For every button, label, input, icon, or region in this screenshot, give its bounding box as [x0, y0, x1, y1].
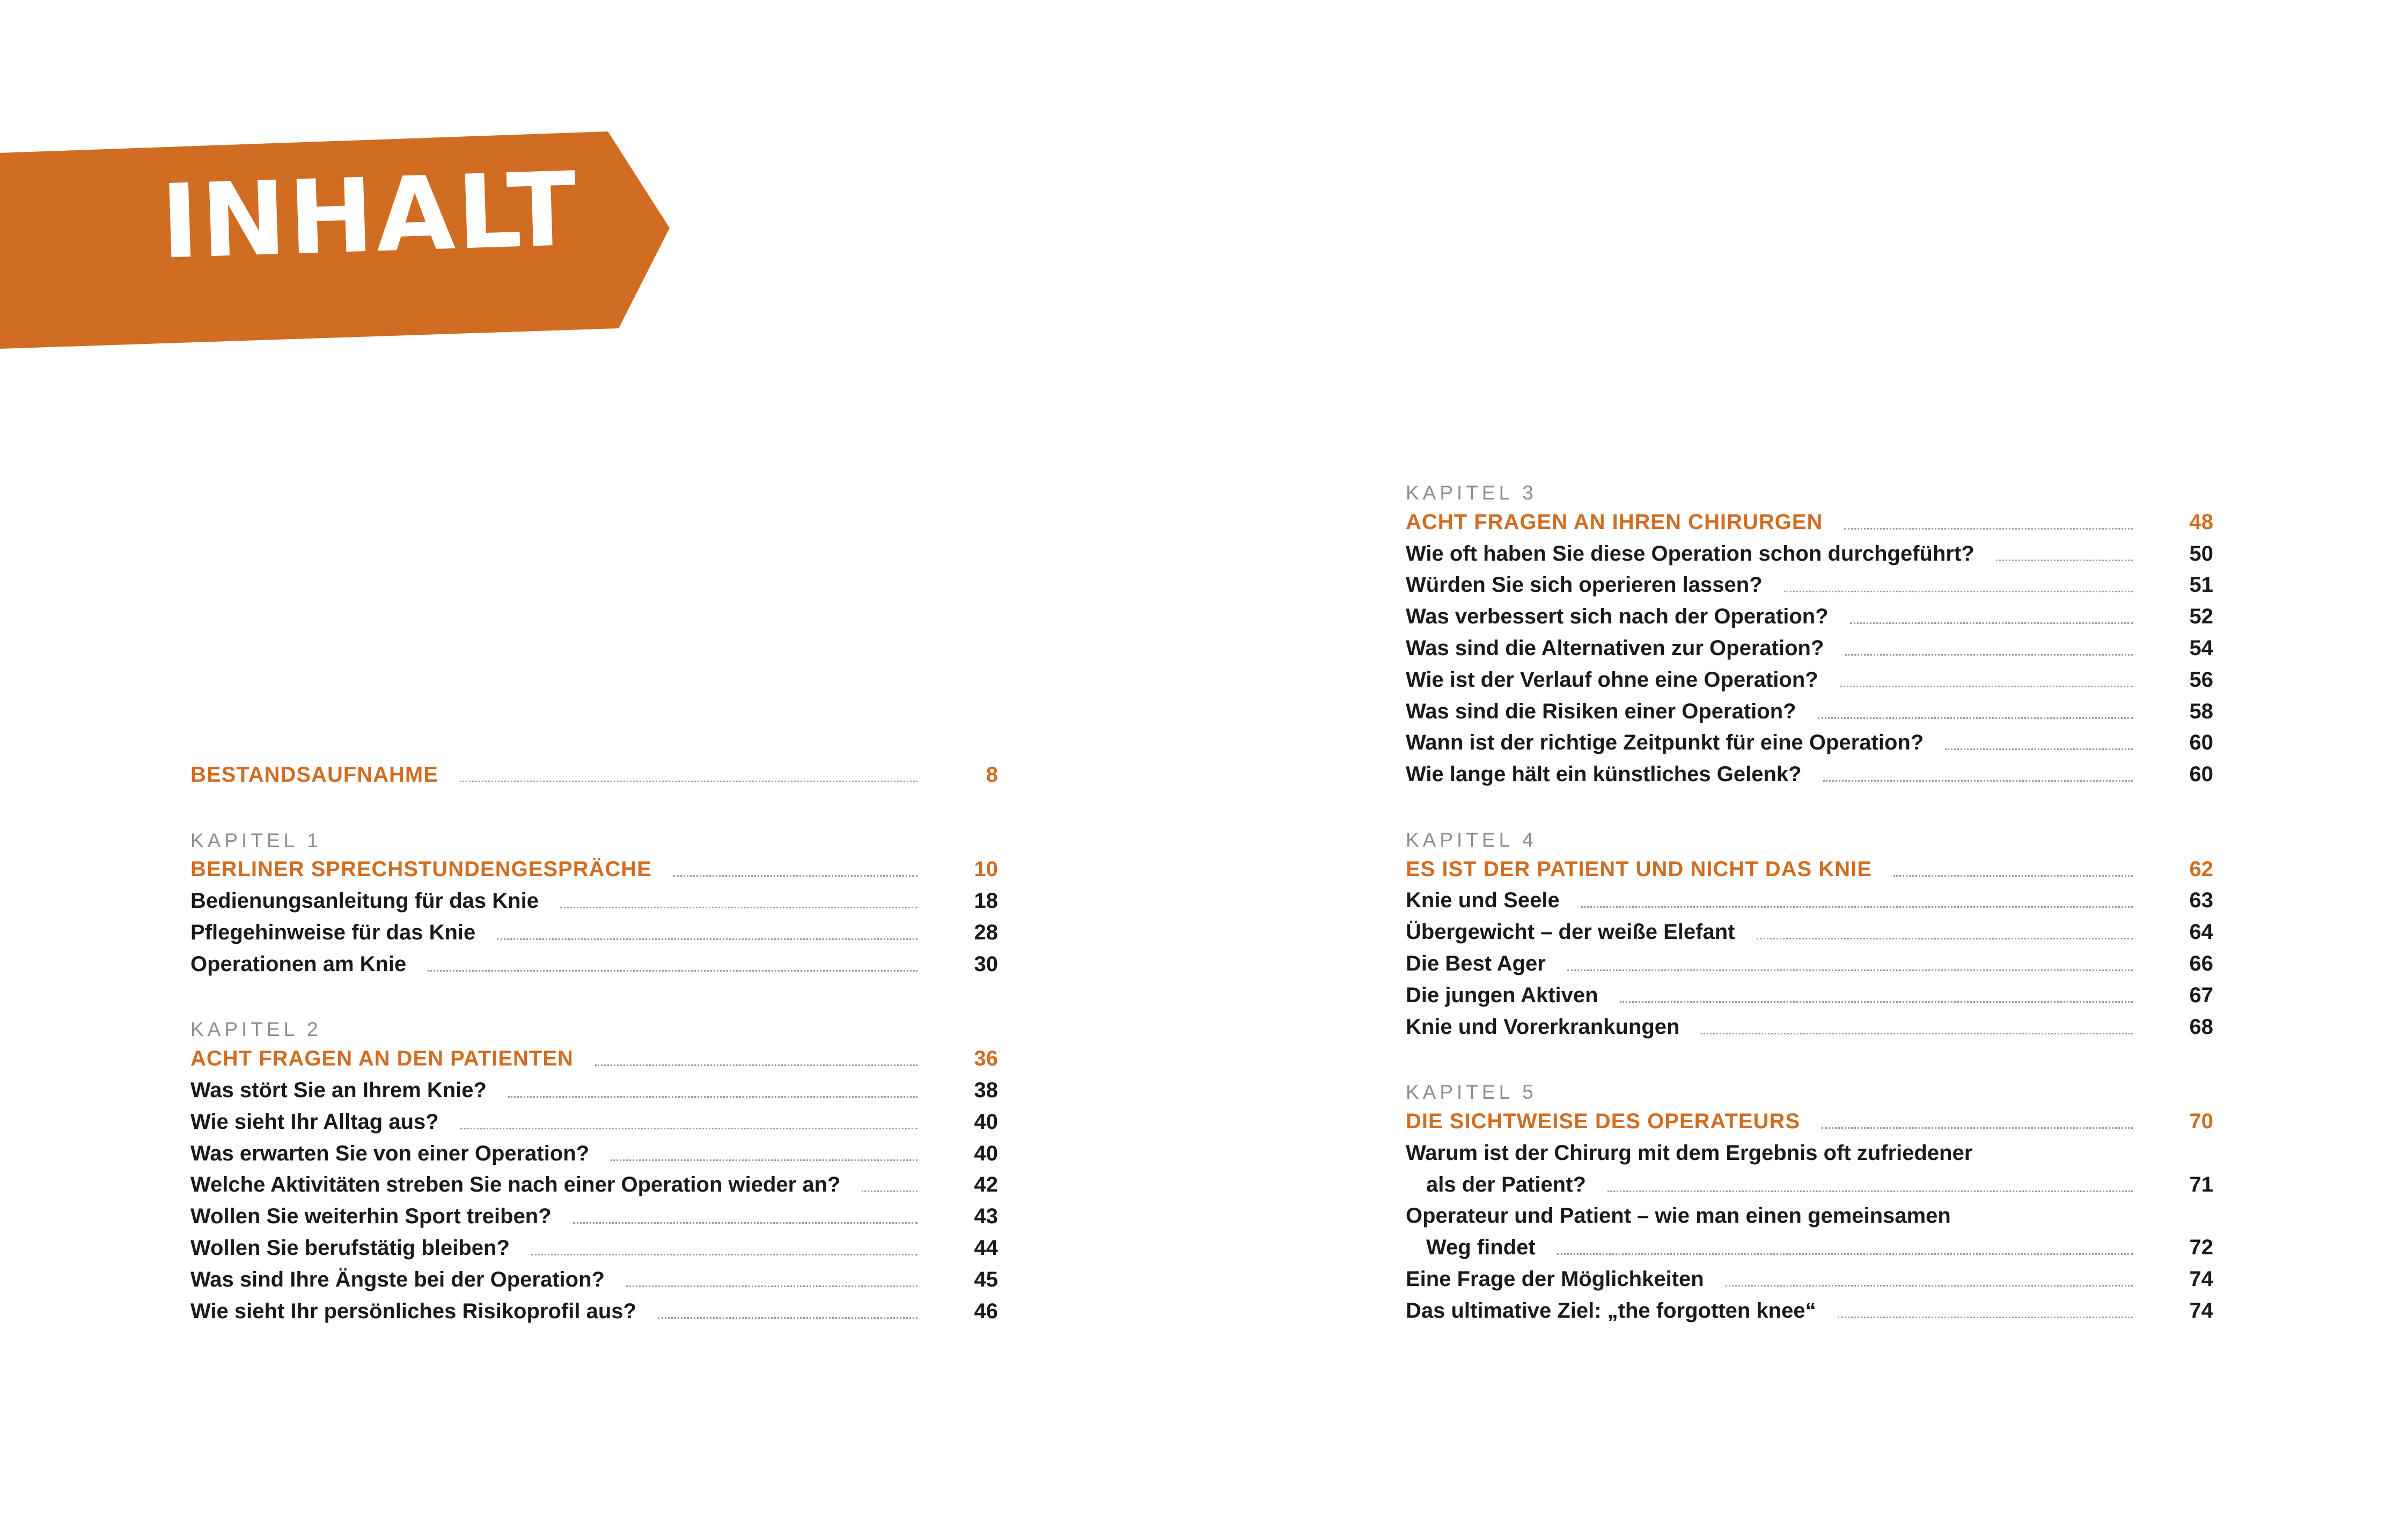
entry-title: Weg findet [1426, 1236, 1536, 1259]
entry-title: als der Patient? [1426, 1173, 1586, 1196]
toc-chapter-entry[interactable] [190, 856, 998, 887]
entry-title: Operateur und Patient – wie man einen gemeinsamen [1406, 1204, 1951, 1228]
page-number: 66 [2189, 952, 2213, 975]
dotted-leader [673, 875, 917, 877]
dotted-leader [1850, 622, 2133, 624]
toc-entry[interactable] [1406, 1014, 2213, 1045]
dotted-leader [1701, 1033, 2133, 1034]
page-number: 42 [974, 1173, 998, 1196]
dotted-leader [1567, 969, 2133, 971]
dotted-leader [1822, 1127, 2133, 1129]
toc-entry[interactable] [1406, 635, 2213, 666]
toc-chapter-entry[interactable] [1406, 1108, 2213, 1140]
toc-entry[interactable] [1406, 730, 2213, 761]
toc-entry[interactable] [190, 1141, 998, 1172]
toc-entry[interactable] [1406, 761, 2213, 792]
page-number: 40 [974, 1110, 998, 1134]
chapter-title: ES IST DER PATIENT UND NICHT DAS KNIE [1406, 857, 1872, 881]
entry-title: Würden Sie sich operieren lassen? [1406, 573, 1763, 597]
dotted-leader [460, 781, 917, 782]
page-number: 44 [974, 1236, 998, 1260]
page-number: 50 [2189, 542, 2213, 565]
chapter-title: ACHT FRAGEN AN DEN PATIENTEN [190, 1047, 574, 1070]
entry-title: Was verbessert sich nach der Operation? [1406, 605, 1829, 628]
kapitel-label: KAPITEL 5 [1406, 1081, 1537, 1103]
dotted-leader [1996, 560, 2133, 561]
toc-entry[interactable] [190, 920, 998, 951]
toc-entry[interactable] [1406, 1203, 2213, 1234]
kapitel-label: KAPITEL 3 [1406, 482, 1537, 504]
dotted-leader [1620, 1001, 2133, 1003]
entry-title: Was erwarten Sie von einer Operation? [190, 1142, 590, 1165]
toc-chapter-entry[interactable] [190, 1046, 998, 1077]
entry-title: Das ultimative Ziel: „the forgotten knee“ [1406, 1299, 1816, 1322]
toc-entry[interactable] [190, 1203, 998, 1235]
dotted-leader [1726, 1285, 2133, 1287]
page-number: 8 [986, 763, 998, 787]
entry-title: Wie oft haben Sie diese Operation schon durchgeführt? [1406, 542, 1974, 565]
page-number: 72 [2189, 1236, 2213, 1259]
dotted-leader [626, 1285, 917, 1287]
entry-title: Was stört Sie an Ihrem Knie? [190, 1078, 487, 1102]
toc-entry[interactable] [1406, 1235, 2213, 1266]
page-number: 56 [2189, 668, 2213, 692]
page-number: 45 [974, 1268, 998, 1291]
entry-title: Bedienungsanleitung für das Knie [190, 889, 539, 913]
toc-entry[interactable] [1406, 1172, 2213, 1203]
dotted-leader [1784, 591, 2133, 592]
entry-title: Operationen am Knie [190, 952, 407, 976]
entry-title: Wann ist der richtige Zeitpunkt für eine Operation? [1406, 731, 1924, 754]
entry-title: Wie sieht Ihr Alltag aus? [190, 1110, 439, 1134]
dotted-leader [497, 938, 917, 940]
page-number: 67 [2189, 983, 2213, 1007]
entry-title: Welche Aktivitäten streben Sie nach einer Operation wieder an? [190, 1173, 841, 1196]
page-number: 30 [974, 952, 998, 976]
entry-title: Eine Frage der Möglichkeiten [1406, 1267, 1704, 1291]
toc-entry[interactable] [1406, 667, 2213, 698]
dotted-leader [1823, 780, 2133, 782]
dotted-leader [1838, 1317, 2133, 1318]
title-banner [0, 0, 698, 376]
dotted-leader [1818, 717, 2133, 719]
entry-title: Pflegehinweise für das Knie [190, 921, 476, 944]
entry-title: Knie und Seele [1406, 888, 1560, 912]
chapter-title: DIE SICHTWEISE DES OPERATEURS [1406, 1109, 1801, 1133]
toc-entry[interactable] [1406, 887, 2213, 919]
toc-entry[interactable] [190, 1235, 998, 1266]
dotted-leader [658, 1317, 917, 1319]
toc-entry[interactable] [1406, 982, 2213, 1013]
dotted-leader [1945, 748, 2133, 750]
dotted-leader [611, 1159, 917, 1161]
page-number: 10 [974, 857, 998, 881]
dotted-leader [573, 1222, 917, 1224]
dotted-leader [1757, 938, 2133, 939]
entry-title: Was sind die Alternativen zur Operation? [1406, 636, 1824, 660]
dotted-leader [1893, 875, 2133, 877]
page-number: 18 [974, 889, 998, 913]
kapitel-label: KAPITEL 1 [190, 829, 322, 851]
chapter-title: ACHT FRAGEN AN IHREN CHIRURGEN [1406, 510, 1823, 534]
page-number: 36 [974, 1047, 998, 1070]
entry-title: Wollen Sie berufstätig bleiben? [190, 1236, 510, 1260]
dotted-leader [1557, 1253, 2133, 1255]
entry-title: Wie lange hält ein künstliches Gelenk? [1406, 762, 1802, 786]
entry-title: Was sind die Risiken einer Operation? [1406, 700, 1796, 723]
dotted-leader [428, 970, 917, 972]
toc-chapter-entry[interactable] [1406, 856, 2213, 887]
page-number: 48 [2189, 510, 2213, 534]
toc-entry[interactable] [190, 1267, 998, 1298]
toc-entry[interactable] [1406, 951, 2213, 982]
page-number: 43 [974, 1204, 998, 1228]
toc-entry[interactable] [190, 951, 998, 982]
page-number: 71 [2189, 1173, 2213, 1196]
chapter-title: BERLINER SPRECHSTUNDENGESPRÄCHE [190, 857, 652, 881]
dotted-leader [1840, 686, 2133, 687]
entry-title: Die jungen Aktiven [1406, 983, 1598, 1007]
toc-entry[interactable] [190, 1109, 998, 1140]
toc-entry[interactable] [1406, 541, 2213, 572]
toc-entry[interactable] [190, 1077, 998, 1108]
toc-entry[interactable] [1406, 699, 2213, 730]
toc-entry[interactable] [1406, 919, 2213, 950]
dotted-leader [460, 1128, 917, 1129]
page-number: 54 [2189, 636, 2213, 660]
entry-title: Wollen Sie weiterhin Sport treiben? [190, 1204, 552, 1228]
page-number: 28 [974, 921, 998, 944]
page-number: 74 [2189, 1267, 2213, 1291]
dotted-leader [1581, 906, 2133, 908]
dotted-leader [1607, 1191, 2133, 1192]
page-number: 52 [2189, 605, 2213, 628]
entry-title: Die Best Ager [1406, 952, 1546, 975]
page-number: 38 [974, 1078, 998, 1102]
entry-title: Was sind Ihre Ängste bei der Operation? [190, 1268, 605, 1291]
page-number: 74 [2189, 1299, 2213, 1322]
dotted-leader [1844, 528, 2133, 530]
entry-title: Knie und Vorerkrankungen [1406, 1015, 1680, 1039]
page-number: 70 [2189, 1109, 2213, 1133]
dotted-leader [560, 907, 917, 908]
entry-title: Warum ist der Chirurg mit dem Ergebnis oft zufriedener [1406, 1141, 1973, 1165]
page-number: 68 [2189, 1015, 2213, 1039]
toc-entry[interactable] [1406, 1266, 2213, 1297]
toc-entry[interactable] [190, 1172, 998, 1203]
toc-chapter-entry[interactable] [1406, 509, 2213, 540]
page-number: 58 [2189, 700, 2213, 723]
page-number: 62 [2189, 857, 2213, 881]
page-number: 60 [2189, 762, 2213, 786]
page-number: 64 [2189, 920, 2213, 944]
toc-entry[interactable] [1406, 1140, 2213, 1171]
toc-chapter-entry[interactable] [190, 762, 998, 793]
dotted-leader [531, 1254, 917, 1255]
page-number: 51 [2189, 573, 2213, 597]
kapitel-label: KAPITEL 4 [1406, 829, 1537, 851]
chapter-title: BESTANDSAUFNAHME [190, 763, 438, 787]
toc-entry[interactable] [1406, 1298, 2213, 1329]
entry-title: Wie ist der Verlauf ohne eine Operation? [1406, 668, 1818, 692]
toc-entry[interactable] [190, 1298, 998, 1329]
toc-entry[interactable] [190, 888, 998, 919]
page-title: INHALT [159, 150, 581, 282]
page-number: 46 [974, 1299, 998, 1323]
kapitel-label: KAPITEL 2 [190, 1018, 322, 1040]
dotted-leader [595, 1064, 917, 1066]
page-number: 40 [974, 1142, 998, 1165]
dotted-leader [1845, 654, 2133, 656]
dotted-leader [508, 1096, 917, 1098]
entry-title: Übergewicht – der weiße Elefant [1406, 920, 1735, 944]
dotted-leader [862, 1191, 917, 1192]
entry-title: Wie sieht Ihr persönliches Risikoprofil aus? [190, 1299, 636, 1323]
toc-entry[interactable] [1406, 572, 2213, 603]
page-number: 60 [2189, 731, 2213, 754]
toc-entry[interactable] [1406, 604, 2213, 635]
page-number: 63 [2189, 888, 2213, 912]
